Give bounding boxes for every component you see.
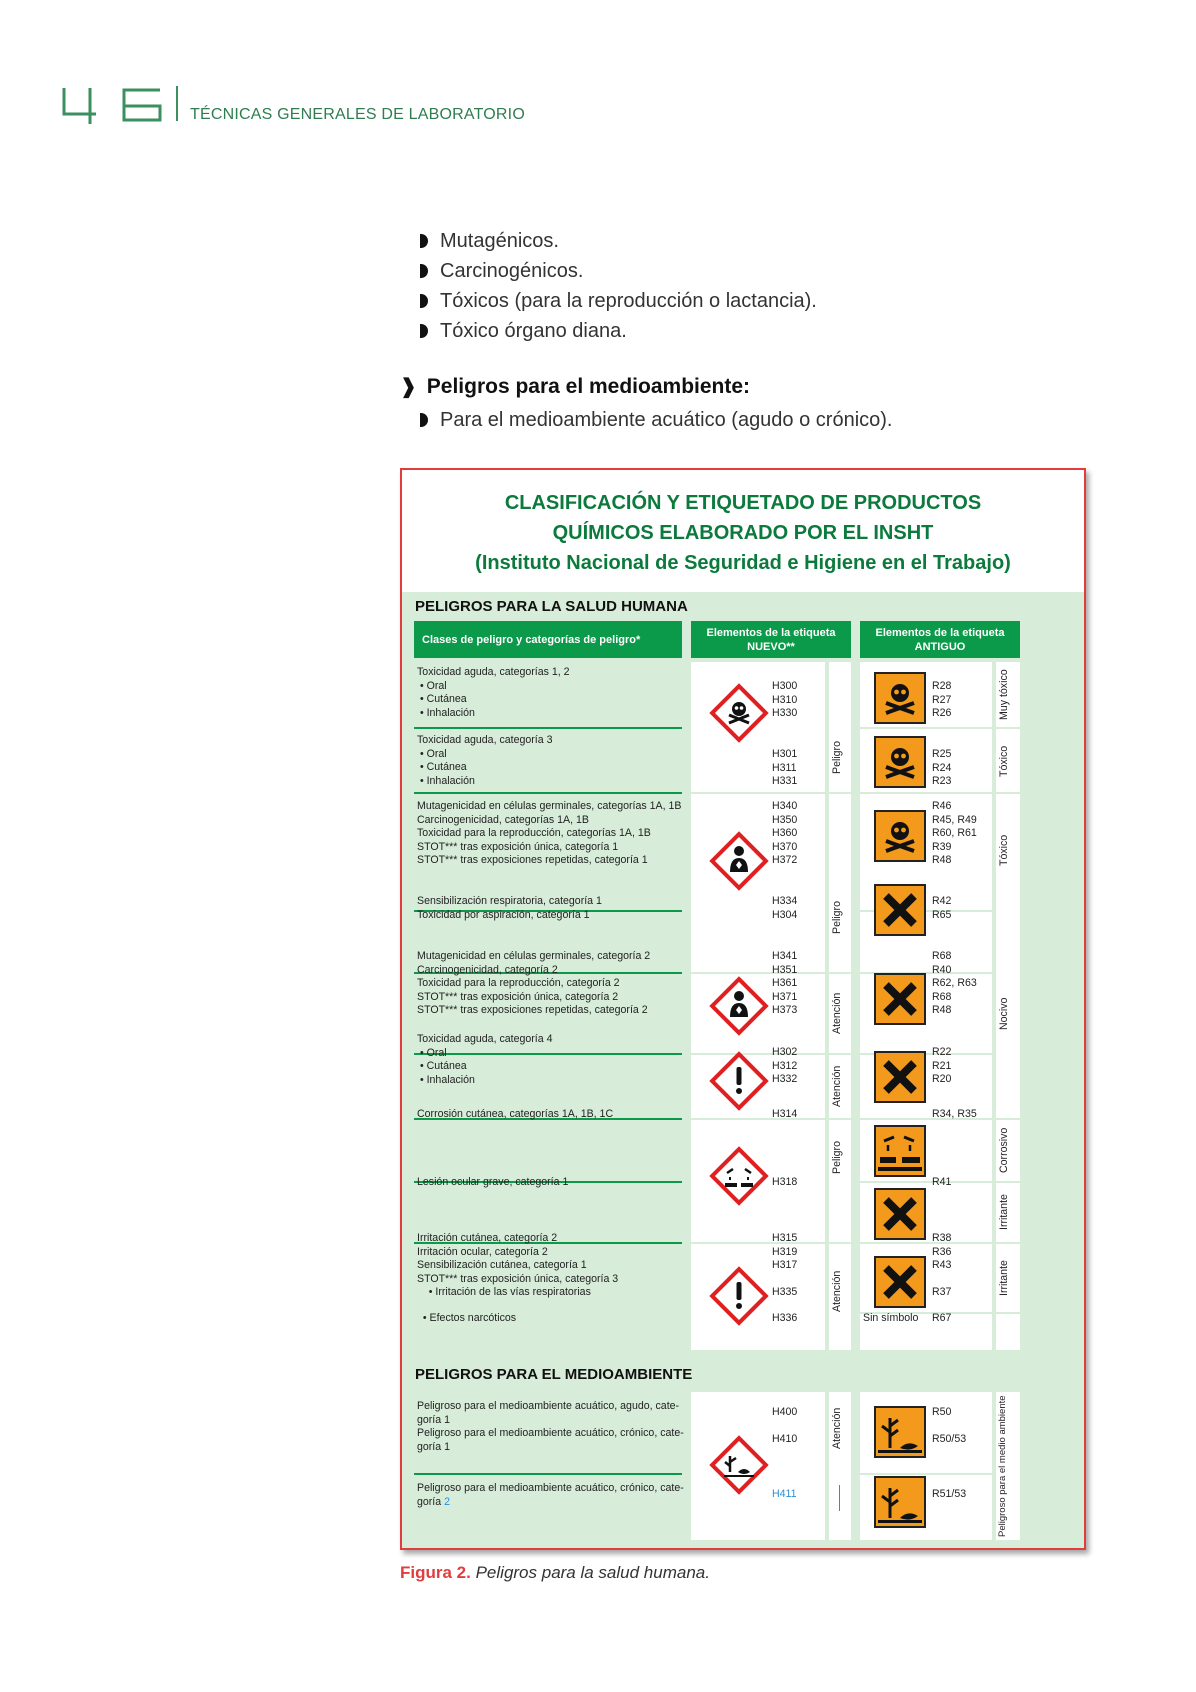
skull-crossbones-icon bbox=[874, 736, 926, 788]
cross-x-icon bbox=[874, 1188, 926, 1240]
skull-crossbones-icon bbox=[874, 672, 926, 724]
list-item: Carcinogénicos. bbox=[420, 256, 817, 286]
bullet-marker-icon bbox=[420, 294, 428, 308]
row-divider bbox=[860, 1473, 992, 1475]
cross-x-icon bbox=[874, 1256, 926, 1308]
health-hazard-icon bbox=[708, 830, 770, 892]
bullet-marker-icon bbox=[420, 413, 428, 427]
r-codes: R68 R40 R62, R63 R68 R48 bbox=[932, 950, 977, 1016]
hazard-class-text: Irritación cutánea, categoría 2 Irritación ocular, categoría 2 Sensibilización cutánea, categoría 1 STOT*** tras exposición única, categoría 3 • Irritación de las vías respiratorias bbox=[417, 1232, 619, 1298]
r-codes: R50 R50/53 bbox=[932, 1406, 967, 1445]
bullet-marker-icon bbox=[420, 324, 428, 338]
signal-word-old: Muy tóxico bbox=[998, 669, 1010, 721]
blue-marker bbox=[839, 1485, 840, 1511]
h-codes: H301 H311 H331 bbox=[772, 748, 798, 787]
signal-word-new: Peligro bbox=[831, 1141, 843, 1175]
cross-x-icon bbox=[874, 973, 926, 1025]
corrosion-icon bbox=[708, 1145, 770, 1207]
signal-word-old: Nocivo bbox=[998, 997, 1010, 1031]
health-hazard-icon bbox=[708, 975, 770, 1037]
cross-x-icon bbox=[874, 884, 926, 936]
r-codes: R34, R35 bbox=[932, 1108, 977, 1120]
bullet-marker-icon bbox=[420, 234, 428, 248]
r-codes: R38 R36 R43 R37 bbox=[932, 1232, 952, 1298]
hazard-class-text: Sensibilización respiratoria, categoría 1 Toxicidad por aspiración, categoría 1 bbox=[417, 895, 602, 921]
r-codes: R41 bbox=[932, 1176, 952, 1188]
bullet-marker-icon bbox=[420, 264, 428, 278]
h-codes: H314 bbox=[772, 1108, 798, 1120]
signal-word-old: Tóxico bbox=[998, 834, 1010, 866]
row-divider bbox=[860, 792, 1020, 794]
h-codes: H315 H319 H317 H335 bbox=[772, 1232, 798, 1298]
hazard-class-text: • Efectos narcóticos bbox=[417, 1312, 517, 1324]
signal-word-new: Atención bbox=[831, 1065, 843, 1107]
signal-word-new: Peligro bbox=[831, 741, 843, 775]
section-heading-health: PELIGROS PARA LA SALUD HUMANA bbox=[415, 598, 688, 615]
list-item: Tóxico órgano diana. bbox=[420, 316, 817, 346]
column-header-new: Elementos de la etiqueta NUEVO** bbox=[691, 621, 851, 658]
hazard-class-text: Mutagenicidad en células germinales, categoría 2 Carcinogenicidad, categoría 2 Toxicidad para la reproducción, categoría 2 STOT*** tras exposición única, categoría 2 STOT*** tras exposiciones repetidas, categoría 2 bbox=[417, 950, 651, 1016]
figure-box bbox=[400, 468, 1086, 1550]
section-heading-environment: PELIGROS PARA EL MEDIOAMBIENTE bbox=[415, 1366, 693, 1383]
hazard-class-text: Lesión ocular grave, categoría 1 bbox=[417, 1176, 569, 1188]
r-codes: R42 R65 bbox=[932, 895, 952, 921]
row-divider bbox=[414, 727, 682, 729]
h-codes: H340 H350 H360 H370 H372 bbox=[772, 800, 798, 866]
list-item: Mutagénicos. bbox=[420, 226, 817, 256]
h-codes: H302 H312 H332 bbox=[772, 1046, 798, 1085]
signal-word-new: Atención bbox=[831, 1270, 843, 1312]
h-codes: H341 H351 H361 H371 H373 bbox=[772, 950, 798, 1016]
hazard-class-text: Toxicidad aguda, categorías 1, 2 • Oral • Cutánea • Inhalación bbox=[417, 666, 570, 719]
row-divider bbox=[414, 1473, 682, 1475]
signal-word-new: Peligro bbox=[831, 901, 843, 935]
signal-word-new: Atención bbox=[831, 992, 843, 1034]
column-header-old: Elementos de la etiqueta ANTIGUO bbox=[860, 621, 1020, 658]
skull-crossbones-icon bbox=[874, 810, 926, 862]
list-item: Para el medioambiente acuático (agudo o crónico). bbox=[420, 405, 892, 435]
signal-word-old: Corrosivo bbox=[998, 1127, 1010, 1173]
figure-caption: Figura 2. Peligros para la salud humana. bbox=[400, 1563, 710, 1582]
hazard-class-text: Peligroso para el medioambiente acuático, agudo, cate- goría 1 Peligroso para el medioambiente acuático, crónico, cate- goría 1 bbox=[417, 1400, 684, 1453]
no-symbol-label: Sin símbolo bbox=[863, 1312, 919, 1324]
exclamation-mark-icon bbox=[708, 1050, 770, 1112]
list-item: Tóxicos (para la reproducción o lactancia). bbox=[420, 286, 817, 316]
signal-word-new: Atención bbox=[831, 1407, 843, 1449]
dead-tree-fish-icon bbox=[874, 1406, 926, 1458]
page-number-graphic bbox=[60, 84, 164, 124]
hazard-class-text: Toxicidad aguda, categoría 4 • Oral • Cutánea • Inhalación bbox=[417, 1033, 553, 1086]
row-divider bbox=[414, 792, 682, 794]
row-divider bbox=[860, 727, 1020, 729]
signal-word-old: Irritante bbox=[998, 1260, 1010, 1296]
h-codes: H300 H310 H330 bbox=[772, 680, 798, 719]
r-codes: R22 R21 R20 bbox=[932, 1046, 952, 1085]
h-codes: H411 bbox=[772, 1488, 797, 1500]
header-divider bbox=[176, 86, 178, 121]
row-divider bbox=[691, 792, 851, 794]
main-bullet: ❱ Peligros para el medioambiente: bbox=[400, 374, 751, 398]
skull-crossbones-icon bbox=[708, 682, 770, 744]
r-codes: R28 R27 R26 bbox=[932, 680, 952, 719]
h-codes: H400 H410 bbox=[772, 1406, 798, 1445]
row-divider bbox=[691, 1118, 851, 1120]
r-codes: R67 bbox=[932, 1312, 952, 1324]
row-divider bbox=[691, 1242, 851, 1244]
cross-x-icon bbox=[874, 1051, 926, 1103]
signal-word-old: Tóxico bbox=[998, 745, 1010, 777]
bullet-list bbox=[420, 405, 892, 435]
column-header-classes: Clases de peligro y categorías de peligro* bbox=[414, 621, 682, 658]
exclamation-mark-icon bbox=[708, 1265, 770, 1327]
r-codes: R25 R24 R23 bbox=[932, 748, 952, 787]
running-title: TÉCNICAS GENERALES DE LABORATORIO bbox=[190, 106, 525, 123]
environment-icon bbox=[708, 1434, 770, 1496]
hazard-class-text: Peligroso para el medioambiente acuático, crónico, cate- goría 2 bbox=[417, 1482, 684, 1508]
bullet-list bbox=[420, 226, 817, 346]
h-codes: H334 H304 bbox=[772, 895, 798, 921]
hazard-class-text: Mutagenicidad en células germinales, categorías 1A, 1B Carcinogenicidad, categorías 1A, 1B Toxicidad para la reproducción, categorías 1A, 1B STOT*** tras exposición única, categoría 1 STOT*** tras exposiciones repetidas, categoría 1 bbox=[417, 800, 682, 866]
hazard-class-text: Corrosión cutánea, categorías 1A, 1B, 1C bbox=[417, 1108, 614, 1120]
dead-tree-fish-icon bbox=[874, 1476, 926, 1528]
row-divider bbox=[691, 972, 851, 974]
hazard-class-text: Toxicidad aguda, categoría 3 • Oral • Cutánea • Inhalación bbox=[417, 734, 553, 787]
h-codes: H318 bbox=[772, 1176, 798, 1188]
bullet-marker-icon: ❱ bbox=[400, 376, 417, 398]
r-codes: R46 R45, R49 R60, R61 R39 R48 bbox=[932, 800, 977, 866]
signal-word-old: Irritante bbox=[998, 1194, 1010, 1230]
figure-title: CLASIFICACIÓN Y ETIQUETADO DE PRODUCTOS QUÍMICOS ELABORADO POR EL INSHT (Instituto Nacional de Seguridad e Higiene en el Trabajo) bbox=[475, 492, 1011, 574]
signal-word-old: Peligroso para el medio ambiente bbox=[997, 1395, 1008, 1537]
h-codes: H336 bbox=[772, 1312, 798, 1324]
corrosion-icon bbox=[874, 1125, 926, 1177]
r-codes: R51/53 bbox=[932, 1488, 967, 1500]
